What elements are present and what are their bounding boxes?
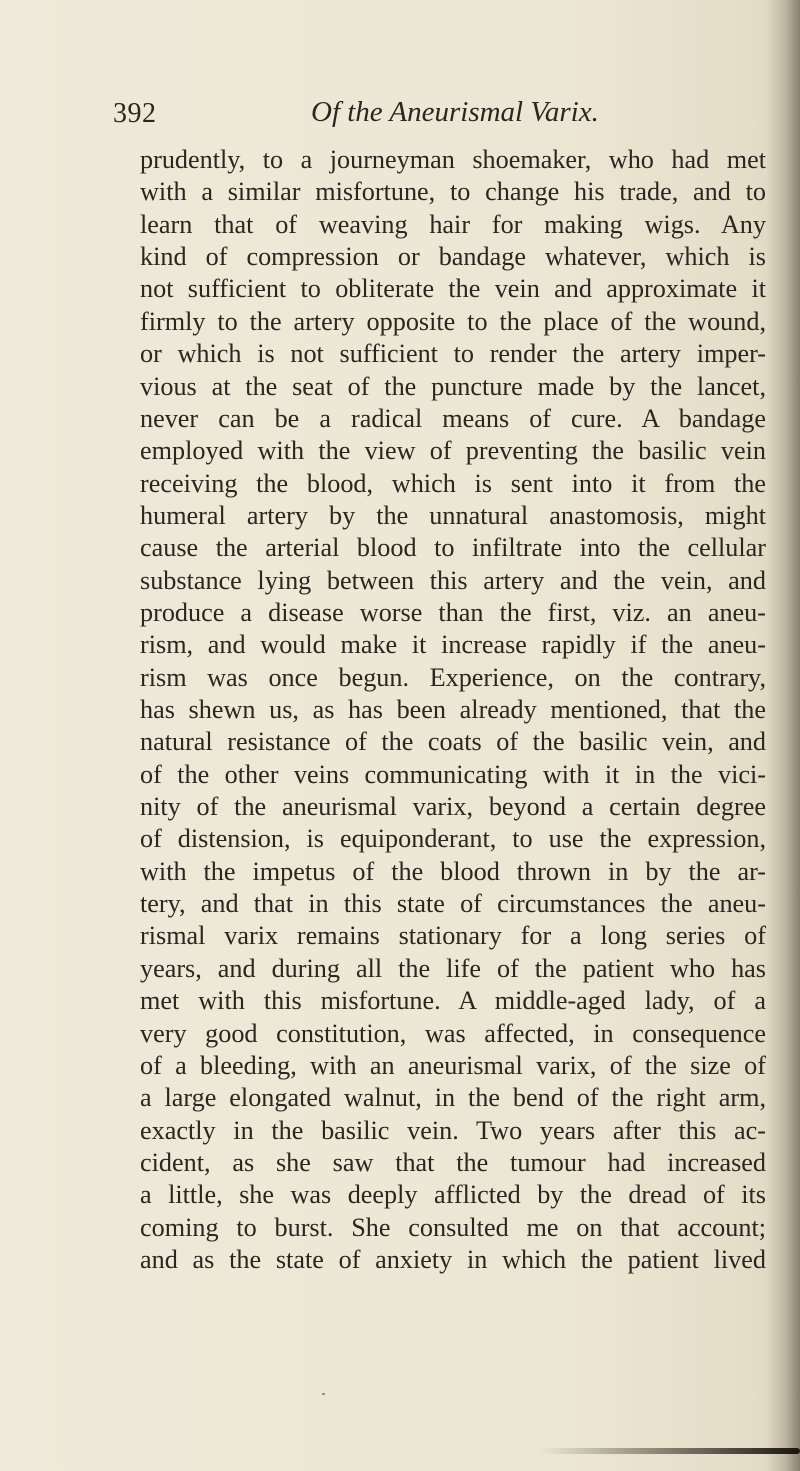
text-line: met with this misfortune. A middle-aged lady, of a: [140, 986, 766, 1016]
text-line: rismal varix remains stationary for a long series of: [140, 921, 766, 951]
text-line: natural resistance of the coats of the basilic vein, and: [140, 727, 766, 757]
text-line: rism was once begun. Experience, on the contrary,: [140, 662, 766, 692]
paper-speck: [322, 1393, 325, 1395]
text-line: learn that of weaving hair for making wigs. Any: [140, 209, 766, 239]
text-line: with a similar misfortune, to change his trade, and to: [140, 177, 766, 207]
text-line: rism, and would make it increase rapidly if the aneu-: [140, 630, 766, 660]
text-line: kind of compression or bandage whatever, which is: [140, 242, 766, 272]
text-line: firmly to the artery opposite to the place of the wound,: [140, 306, 766, 336]
text-line: cause the arterial blood to infiltrate into the cellular: [140, 533, 766, 563]
text-line: or which is not sufficient to render the artery imper-: [140, 339, 766, 369]
spine-shadow: [766, 0, 800, 1471]
text-line: a little, she was deeply afflicted by the dread of its: [140, 1180, 766, 1210]
text-line: not sufficient to obliterate the vein and approximate it: [140, 274, 766, 304]
text-line: humeral artery by the unnatural anastomosis, might: [140, 500, 766, 530]
text-line: employed with the view of preventing the basilic vein: [140, 436, 766, 466]
text-line: and as the state of anxiety in which the patient lived: [140, 1244, 766, 1274]
text-line: coming to burst. She consulted me on that account;: [140, 1212, 766, 1242]
text-line: exactly in the basilic vein. Two years after this ac-: [140, 1115, 766, 1145]
text-line: a large elongated walnut, in the bend of the right arm,: [140, 1083, 766, 1113]
text-line: of the other veins communicating with it in the vici-: [140, 759, 766, 789]
page-number: 392: [113, 98, 157, 129]
text-line: produce a disease worse than the first, viz. an aneu-: [140, 597, 766, 627]
text-line: nity of the aneurismal varix, beyond a certain degree: [140, 792, 766, 821]
text-line: has shewn us, as has been already mentioned, that the: [140, 695, 766, 724]
text-line: years, and during all the life of the patient who has: [140, 953, 766, 983]
text-line: tery, and that in this state of circumstances the aneu-: [140, 889, 766, 919]
text-line: vious at the seat of the puncture made by the lancet,: [140, 371, 766, 401]
text-line: of a bleeding, with an aneurismal varix, of the size of: [140, 1050, 766, 1080]
page-header: [113, 96, 763, 136]
text-line: very good constitution, was affected, in consequence: [140, 1018, 766, 1048]
text-line: prudently, to a journeyman shoemaker, who had met: [140, 145, 766, 174]
running-title: Of the Aneurismal Varix.: [311, 96, 599, 128]
text-line: never can be a radical means of cure. A bandage: [140, 403, 766, 433]
text-line: with the impetus of the blood thrown in by the ar-: [140, 856, 766, 886]
text-line: cident, as she saw that the tumour had increased: [140, 1147, 766, 1177]
text-line: receiving the blood, which is sent into it from the: [140, 468, 766, 498]
text-line: of distension, is equiponderant, to use the expression,: [140, 824, 766, 854]
bottom-edge-shadow: [540, 1448, 800, 1454]
text-line: substance lying between this artery and the vein, and: [140, 565, 766, 595]
